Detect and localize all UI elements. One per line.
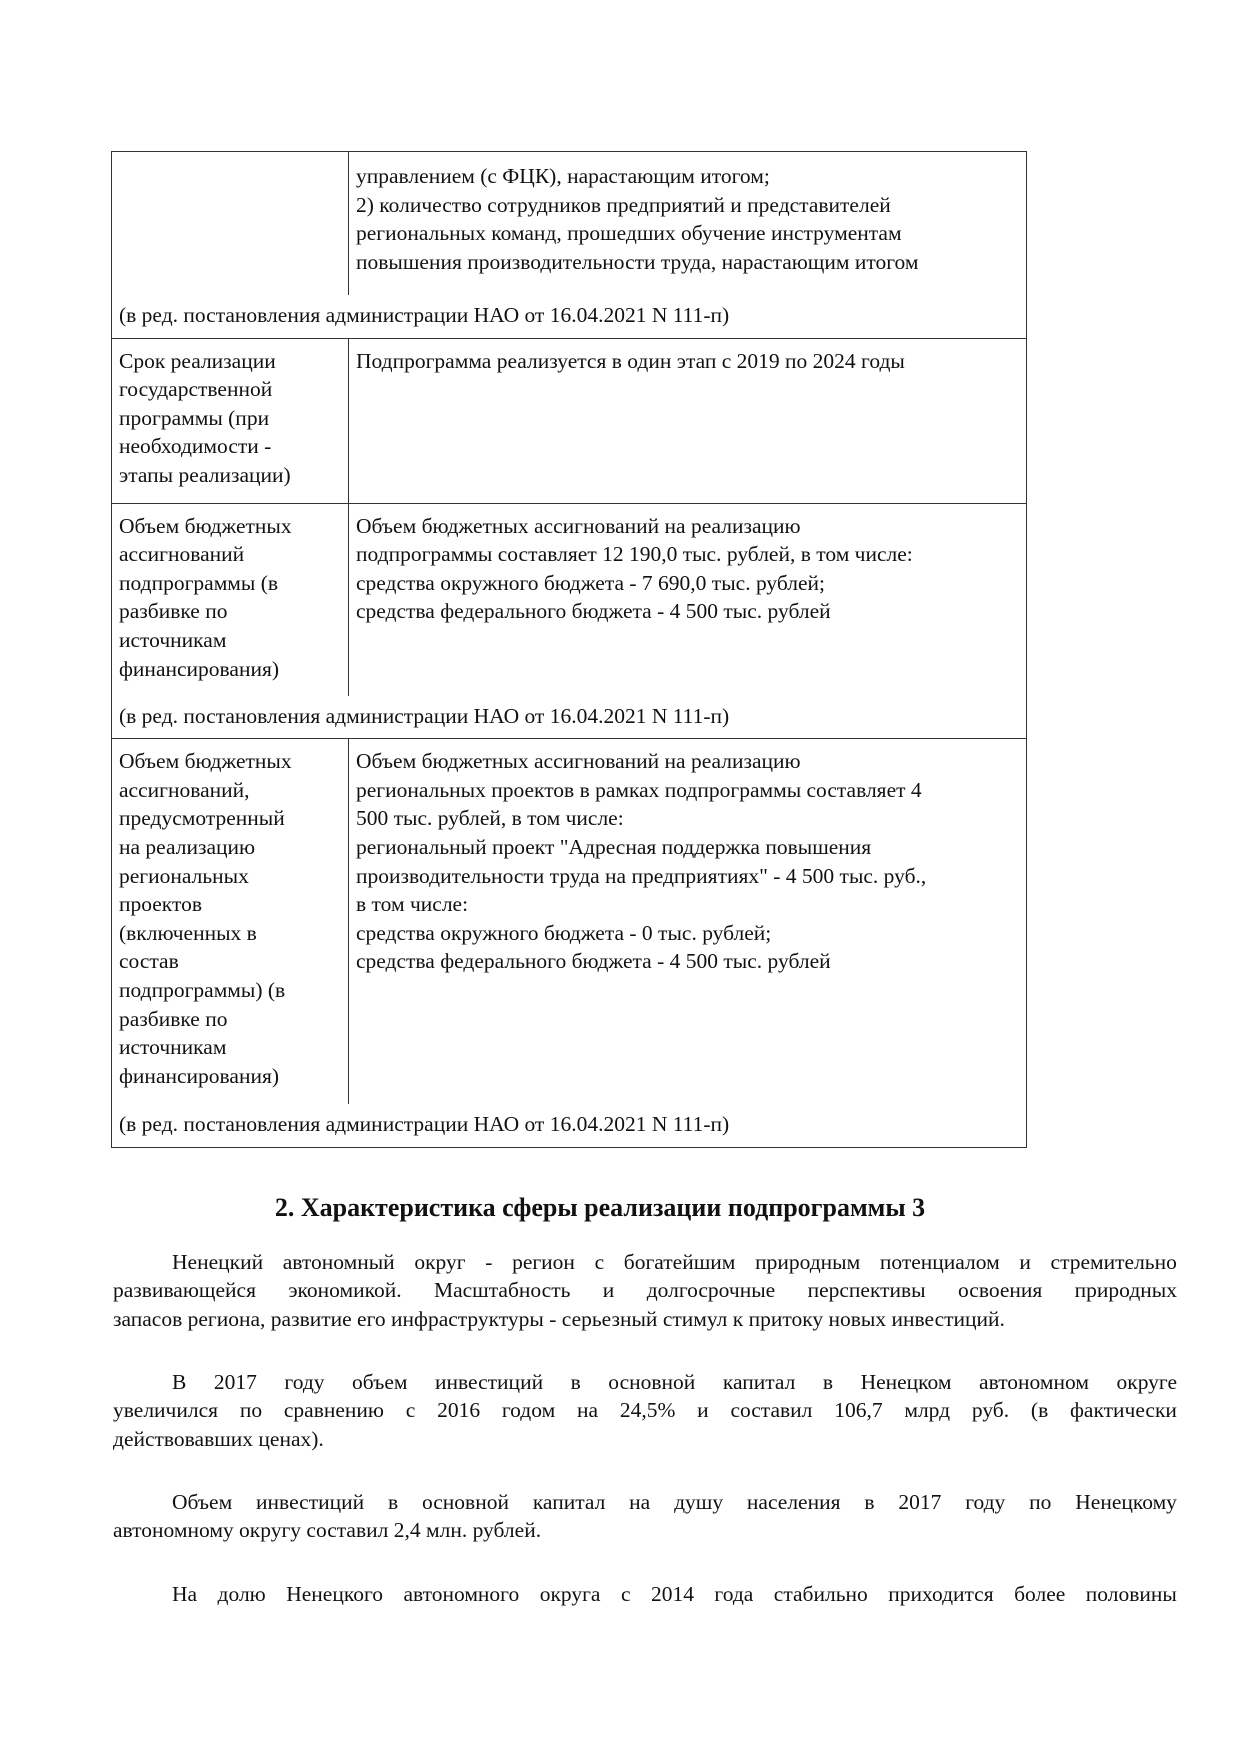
word: потенциалом: [879, 1250, 1000, 1274]
paragraph-line: [113, 1488, 1177, 1516]
table-row-implementation-period: [112, 338, 1026, 503]
label-line: Объем бюджетных: [119, 749, 292, 774]
word: На: [172, 1582, 198, 1606]
word: экономикой.: [288, 1278, 402, 1303]
label-line: необходимости -: [119, 434, 272, 459]
word: сравнению: [283, 1398, 384, 1423]
row-value-cell: [348, 739, 1026, 1104]
word: на: [629, 1490, 651, 1514]
value-line: 2) количество сотрудников предприятий и представителей: [356, 192, 891, 217]
value-line: управлением (с ФЦК), нарастающим итогом;: [356, 164, 770, 188]
label-line: на реализацию: [119, 834, 256, 859]
word: с: [405, 1398, 416, 1423]
word: освоения: [958, 1278, 1043, 1303]
paragraph-line: действовавших ценах).: [113, 1426, 324, 1451]
value-line: региональных команд, прошедших обучение инструментам: [356, 221, 902, 246]
value-line: подпрограммы составляет 12 190,0 тыс. рублей, в том числе:: [356, 542, 913, 567]
label-line: финансирования): [119, 656, 280, 681]
body-paragraph: [113, 1488, 1177, 1545]
word: капитал: [722, 1370, 796, 1394]
label-line: проектов: [119, 892, 202, 917]
section-heading: [0, 1192, 1240, 1224]
body-paragraph: [113, 1368, 1177, 1453]
word: Ненецкий: [172, 1250, 264, 1274]
paragraph-line: [113, 1368, 1177, 1396]
value-line: средства окружного бюджета - 0 тыс. рублей;: [356, 920, 772, 945]
word: в: [864, 1490, 875, 1514]
label-line: государственной: [119, 377, 273, 402]
label-line: разбивке по: [119, 1006, 228, 1031]
value-line: Объем бюджетных ассигнований на реализацию: [356, 749, 801, 774]
word: 2016: [437, 1398, 481, 1423]
amendment-note: (в ред. постановления администрации НАО от 16.04.2021 N 111-п): [119, 303, 730, 327]
word: и: [697, 1398, 709, 1423]
paragraph-line: [113, 1276, 1177, 1304]
word: основной: [421, 1490, 509, 1514]
label-line: Объем бюджетных: [119, 513, 292, 538]
word: и: [602, 1278, 615, 1303]
value-line: производительности труда на предприятиях" - 4 500 тыс. руб.,: [356, 863, 927, 888]
word: Объем: [172, 1490, 233, 1514]
word: основной: [608, 1370, 696, 1394]
word: году: [284, 1370, 325, 1394]
word: с: [620, 1582, 631, 1606]
word: 2014: [650, 1582, 694, 1606]
value-line: региональный проект "Адресная поддержка повышения: [356, 834, 872, 859]
word: автономном: [979, 1370, 1089, 1394]
word: (в: [1030, 1398, 1049, 1423]
word: душу: [674, 1490, 724, 1514]
value-line: средства федерального бюджета - 4 500 тыс. рублей: [356, 599, 831, 624]
word: по: [239, 1398, 263, 1423]
word: увеличился: [113, 1398, 219, 1423]
label-line: разбивке по: [119, 599, 228, 624]
value-line: Подпрограмма реализуется в один этап с 2019 по 2024 годы: [356, 348, 905, 373]
word: приходится: [888, 1582, 994, 1606]
word: 24,5%: [619, 1398, 676, 1423]
value-line: 500 тыс. рублей, в том числе:: [356, 806, 624, 831]
paragraph-line: запасов региона, развитие его инфраструктуры - серьезный стимул к притоку новых инвестиций.: [113, 1306, 1005, 1331]
row-value-cell: [348, 152, 1026, 295]
word: развивающейся: [113, 1278, 256, 1303]
word: более: [1014, 1582, 1066, 1606]
paragraph-line: [113, 1248, 1177, 1276]
word: составил: [730, 1398, 813, 1423]
word: капитал: [532, 1490, 606, 1514]
value-line: региональных проектов в рамках подпрограммы составляет 4: [356, 777, 922, 802]
label-line: финансирования): [119, 1063, 280, 1088]
section-heading-text: 2. Характеристика сферы реализации подпрограммы 3: [274, 1193, 926, 1222]
body-paragraph: [113, 1580, 1177, 1608]
word: -: [485, 1250, 493, 1274]
row-label-cell: [112, 339, 348, 503]
row-value-cell: [348, 339, 1026, 503]
word: автономный: [282, 1250, 395, 1274]
word: округа: [539, 1582, 601, 1606]
label-line: состав: [119, 949, 179, 974]
table-row-budget-allocations: [112, 503, 1026, 739]
word: инвестиций: [435, 1370, 544, 1394]
word: Ненецком: [860, 1370, 952, 1394]
word: годом: [501, 1398, 556, 1423]
word: половины: [1085, 1582, 1177, 1606]
row-value-cell: [348, 504, 1026, 696]
label-line: ассигнований: [119, 542, 245, 567]
word: 106,7: [834, 1398, 883, 1423]
label-line: этапы реализации): [119, 462, 291, 487]
paragraph-line: [113, 1580, 1177, 1608]
word: В: [172, 1370, 187, 1394]
word: в: [387, 1490, 399, 1514]
word: года: [714, 1582, 754, 1606]
word: богатейшим: [623, 1250, 736, 1274]
word: долю: [217, 1582, 266, 1606]
word: инвестиций: [256, 1490, 365, 1514]
word: Масштабность: [433, 1278, 571, 1303]
row-label-cell: [112, 152, 348, 295]
value-line: средства федерального бюджета - 4 500 тыс. рублей: [356, 949, 831, 974]
value-line: повышения производительности труда, нарастающим итогом: [356, 249, 919, 274]
word: млрд: [904, 1398, 951, 1423]
row-label-cell: [112, 504, 348, 696]
value-line: в том числе:: [356, 892, 469, 917]
paragraph-line: [113, 1396, 1177, 1424]
word: 2017: [213, 1370, 257, 1394]
word: перспективы: [807, 1278, 926, 1303]
label-line: подпрограммы (в: [119, 570, 279, 595]
word: Ненецкого: [286, 1582, 383, 1606]
label-line: Срок реализации: [119, 348, 276, 373]
amendment-note: (в ред. постановления администрации НАО от 16.04.2021 N 111-п): [119, 1112, 730, 1137]
word: и: [1019, 1250, 1031, 1274]
word: в: [570, 1370, 581, 1394]
word: стремительно: [1050, 1250, 1177, 1274]
word: автономного: [403, 1582, 520, 1606]
word: регион: [512, 1250, 575, 1274]
table-row-regional-projects-allocations: [112, 738, 1026, 1147]
word: Ненецкому: [1075, 1490, 1177, 1514]
word: 2017: [898, 1490, 942, 1514]
word: стабильно: [773, 1582, 868, 1606]
word: природных: [1074, 1278, 1177, 1303]
word: населения: [746, 1490, 841, 1514]
word: фактически: [1070, 1398, 1177, 1423]
subprogram-passport-table: [111, 151, 1027, 1148]
word: с: [594, 1250, 605, 1274]
word: году: [965, 1490, 1006, 1514]
label-line: региональных: [119, 863, 249, 888]
value-line: средства окружного бюджета - 7 690,0 тыс. рублей;: [356, 570, 826, 595]
word: на: [576, 1398, 599, 1423]
label-line: источникам: [119, 1035, 227, 1060]
table-row-indicators: [112, 152, 1026, 338]
label-line: предусмотренный: [119, 806, 285, 831]
label-line: подпрограммы) (в: [119, 977, 286, 1002]
word: округе: [1116, 1370, 1177, 1394]
word: в: [822, 1370, 834, 1394]
label-line: программы (при: [119, 405, 270, 430]
word: по: [1029, 1490, 1052, 1514]
word: долгосрочные: [646, 1278, 776, 1303]
label-line: источникам: [119, 627, 227, 652]
label-line: (включенных в: [119, 920, 257, 945]
amendment-note: (в ред. постановления администрации НАО от 16.04.2021 N 111-п): [119, 703, 730, 728]
paragraph-line: автономному округу составил 2,4 млн. рублей.: [113, 1518, 542, 1543]
body-paragraph: [113, 1248, 1177, 1333]
word: природным: [755, 1250, 861, 1274]
word: руб.: [971, 1398, 1010, 1423]
row-label-cell: [112, 739, 348, 1104]
word: округ: [414, 1250, 466, 1274]
value-line: Объем бюджетных ассигнований на реализацию: [356, 513, 801, 538]
label-line: ассигнований,: [119, 777, 250, 802]
word: объем: [352, 1370, 408, 1394]
